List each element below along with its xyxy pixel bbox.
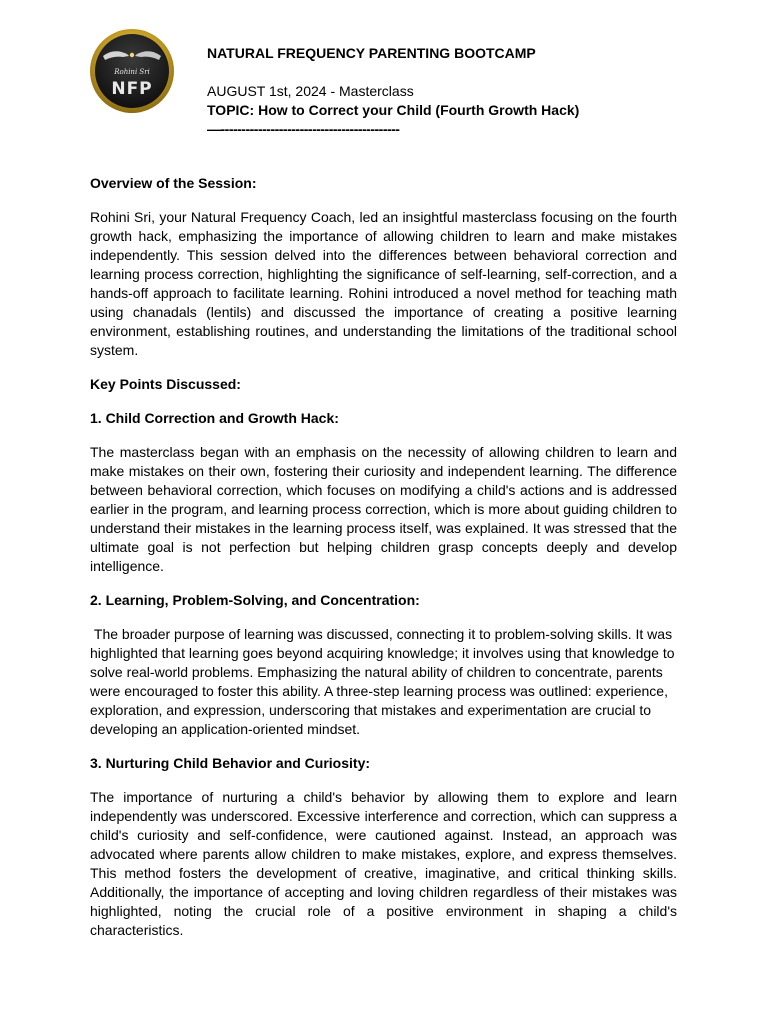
section-2-heading: 2. Learning, Problem-Solving, and Concentration: (90, 592, 420, 608)
logo-monogram: NFP (111, 79, 153, 99)
nfp-logo (89, 28, 175, 114)
section-1-heading: 1. Child Correction and Growth Hack: (90, 410, 339, 426)
key-points-heading: Key Points Discussed: (90, 376, 241, 392)
logo-script-text: Rohini Sri (114, 68, 150, 76)
section-1-text: The masterclass began with an emphasis on the necessity of allowing children to learn and make mistakes on their own, fostering their curiosity and independent learning. The difference between behavioral correction, which focuses on modifying a child's actions and is addressed earlier in the program, and learning process correction, which is more about guiding children to understand their mistakes in the learning process itself, was explained. It was stressed that the ultimate goal is not perfection but helping children grasp concepts deeply and develop intelligence. (90, 444, 677, 574)
session-topic: TOPIC: How to Correct your Child (Fourth Growth Hack) (207, 102, 580, 118)
session-date: AUGUST 1st, 2024 - Masterclass (207, 83, 414, 99)
section-2-text: The broader purpose of learning was discussed, connecting it to problem-solving skills. It was highlighted that learning goes beyond acquiring knowledge; it involves using that knowledge to solve real-world problems. Emphasizing the natural ability of children to concentrate, parents were encouraged to foster this ability. A three-step learning process was outlined: experience, exploration, and expression, underscoring that mistakes and experimentation are crucial to developing an application-oriented mindset. (90, 626, 679, 737)
document-header (207, 44, 707, 139)
document-body (90, 174, 677, 955)
logo-emblem-icon (89, 28, 175, 114)
section-3-text: The importance of nurturing a child's behavior by allowing them to explore and learn independently was underscored. Excessive interference and correction, which can suppress a child's curiosity and self-confidence, were cautioned against. Instead, an approach was advocated where parents allow children to make mistakes, explore, and express themselves. This method fosters the development of creative, imaginative, and critical thinking skills. Additionally, the importance of accepting and loving children regardless of their mistakes was highlighted, noting the crucial role of a positive environment in shaping a child's characteristics. (90, 789, 677, 938)
overview-text: Rohini Sri, your Natural Frequency Coach, led an insightful masterclass focusing on the fourth growth hack, emphasizing the importance of allowing children to learn and make mistakes independently. This session delved into the differences between behavioral correction and learning process correction, highlighting the significance of self-learning, self-correction, and a hands-off approach to facilitate learning. Rohini introduced a novel method for teaching math using chanadals (lentils) and discussed the importance of creating a positive learning environment, establishing routines, and understanding the limitations of the traditional school system. (90, 209, 677, 358)
org-title: NATURAL FREQUENCY PARENTING BOOTCAMP (207, 45, 536, 61)
overview-heading: Overview of the Session: (90, 175, 257, 191)
header-rule: —------------------------------------------- (207, 121, 400, 137)
section-3-heading: 3. Nurturing Child Behavior and Curiosity: (90, 755, 371, 771)
